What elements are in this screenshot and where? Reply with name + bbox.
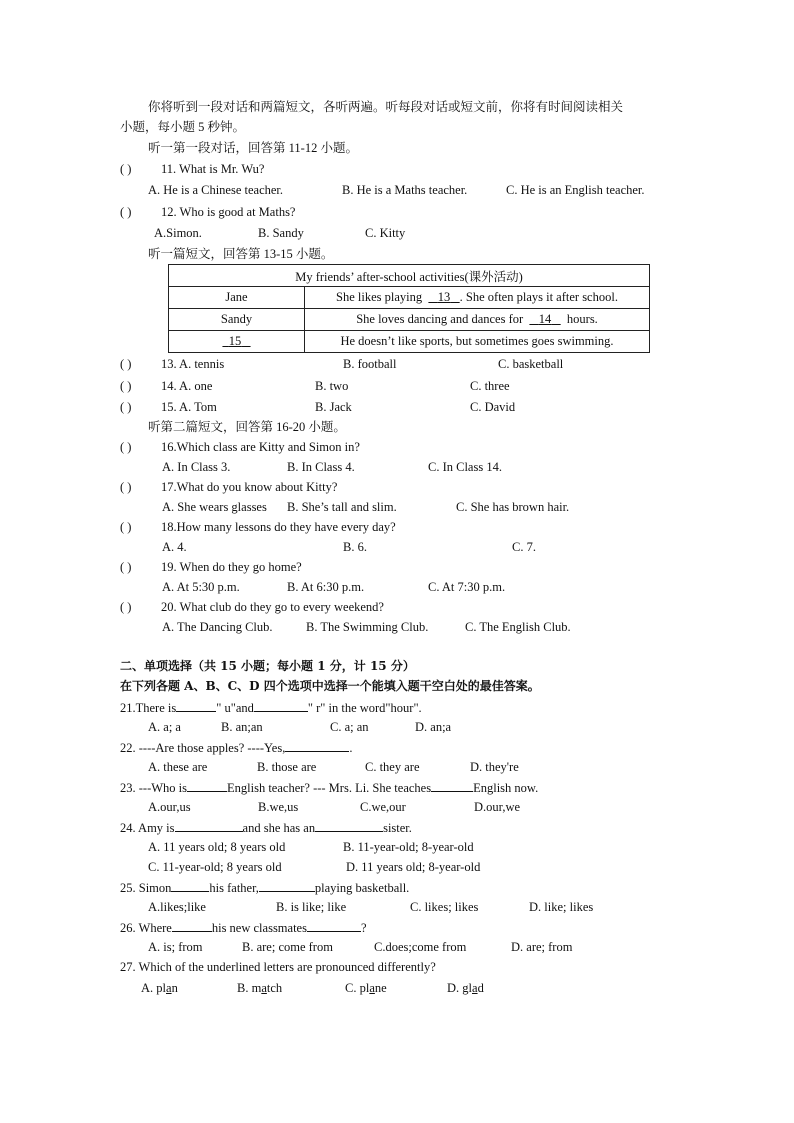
q21-option-d: D. an;a [415,720,452,734]
row2-text-b: hours. [566,312,598,326]
section-dialogue-heading: 听一第一段对话，回答第 11-12 小题。 [148,141,358,155]
q25-option-c: C. likes; likes [410,900,479,914]
answer-blank [175,819,243,832]
q12-stem: 12. Who is good at Maths? [161,205,296,219]
q19-paren: ( ) [120,560,132,574]
q23-option-b: B.we,us [258,800,299,814]
q14-option-c: C. three [470,379,510,393]
table-cell-activity [305,287,650,309]
intro-line1: 你将听到一段对话和两篇短文，各听两遍。听每段对话或短文前，你将有时间阅读相关 [148,100,624,114]
q26-option-a: A. is; from [148,940,203,954]
answer-blank [171,879,209,892]
q16-option-a: A. In Class 3. [162,460,231,474]
q26-option-b: B. are; come from [242,940,333,954]
table-cell-activity: He doesn’t like sports, but sometimes goes swimming. [305,331,650,353]
q14-paren: ( ) [120,379,132,393]
q16-option-c: C. In Class 14. [428,460,502,474]
table-cell-name: Sandy [169,309,305,331]
q11-option-b: B. He is a Maths teacher. [342,183,468,197]
answer-blank [187,779,227,792]
q22-option-b: B. those are [257,760,317,774]
q12-option-b: B. Sandy [258,226,304,240]
q15-option-a: 15. A. Tom [161,400,217,414]
q13-option-a: 13. A. tennis [161,357,225,371]
q20-option-a: A. The Dancing Club. [162,620,273,634]
q18-paren: ( ) [120,520,132,534]
answer-blank [172,919,212,932]
q12-paren: ( ) [120,205,132,219]
q18-option-b: B. 6. [343,540,367,554]
q26-stem: 26. Where his new classmates ? [120,921,367,935]
q11-option-a: A. He is a Chinese teacher. [148,183,284,197]
blank-13: 13 [437,290,451,304]
answer-blank [307,919,361,932]
q21-option-b: B. an;an [221,720,263,734]
q25-option-a: A.likes;like [148,900,206,914]
q18-option-c: C. 7. [512,540,536,554]
q16-stem: 16.Which class are Kitty and Simon in? [161,440,360,454]
table-cell-activity [305,309,650,331]
q20-option-c: C. The English Club. [465,620,571,634]
q19-stem: 19. When do they go home? [161,560,302,574]
section-passage1-heading: 听一篇短文，回答第 13-15 小题。 [148,247,334,261]
q17-paren: ( ) [120,480,132,494]
q22-stem: 22. ----Are those apples? ----Yes, . [120,741,353,755]
q14-option-b: B. two [315,379,349,393]
q23-option-c: C.we,our [360,800,406,814]
q27-stem: 27. Which of the underlined letters are pronounced differently? [120,960,436,974]
blank-15: 15 [228,334,242,348]
answer-blank [431,779,473,792]
q23-option-a: A.our,us [148,800,191,814]
q14-option-a: 14. A. one [161,379,213,393]
q22-option-a: A. these are [148,760,208,774]
q11-stem: 11. What is Mr. Wu? [161,162,265,176]
q15-paren: ( ) [120,400,132,414]
q19-option-b: B. At 6:30 p.m. [287,580,365,594]
q15-option-c: C. David [470,400,516,414]
q20-option-b: B. The Swimming Club. [306,620,429,634]
q16-option-b: B. In Class 4. [287,460,355,474]
q21-stem: 21.There is " u"and " r" in the word"hour". [120,701,422,715]
q27-option-d: D. glad [447,981,484,995]
q17-option-b: B. She’s tall and slim. [287,500,397,514]
q21-option-c: C. a; an [330,720,369,734]
part2-heading: 二、单项选择（共 15 小题；每小题 1 分，计 15 分） [120,659,415,673]
table-cell-name: Jane [169,287,305,309]
q12-option-a: A.Simon. [154,226,202,240]
part2-instruction: 在下列各题 A、B、C、D 四个选项中选择一个能填入题干空白处的最佳答案。 [120,679,540,693]
q13-option-b: B. football [343,357,397,371]
table-title: My friends’ after-school activities(课外活动) [169,265,650,287]
q16-paren: ( ) [120,440,132,454]
section-passage2-heading: 听第二篇短文，回答第 16-20 小题。 [148,420,346,434]
answer-blank [315,819,383,832]
q22-option-c: C. they are [365,760,420,774]
q13-option-c: C. basketball [498,357,564,371]
row2-text-a: She loves dancing and dances for [356,312,524,326]
q24-option-c: C. 11-year-old; 8 years old [148,860,282,874]
q27-option-a: A. plan [141,981,178,995]
q24-option-a: A. 11 years old; 8 years old [148,840,286,854]
q25-option-b: B. is like; like [276,900,347,914]
q26-option-d: D. are; from [511,940,573,954]
q25-stem: 25. Simon his father, playing basketball. [120,881,410,895]
table-row [169,309,650,331]
activities-table [168,264,650,353]
q20-paren: ( ) [120,600,132,614]
q23-stem: 23. ---Who is English teacher? --- Mrs. Li. She teaches English now. [120,781,539,795]
answer-blank [259,879,315,892]
q18-stem: 18.How many lessons do they have every day? [161,520,396,534]
q24-stem: 24. Amy is and she has an sister. [120,821,412,835]
q22-option-d: D. they're [470,760,519,774]
row1-text-a: She likes playing [336,290,423,304]
q24-option-d: D. 11 years old; 8-year-old [346,860,481,874]
q17-option-a: A. She wears glasses [162,500,267,514]
q25-option-d: D. like; likes [529,900,594,914]
q13-paren: ( ) [120,357,132,371]
table-row [169,287,650,309]
q21-option-a: A. a; a [148,720,181,734]
q17-option-c: C. She has brown hair. [456,500,570,514]
q27-option-b: B. match [237,981,283,995]
q17-stem: 17.What do you know about Kitty? [161,480,338,494]
blank-14: 14 [538,312,552,326]
answer-blank [176,699,216,712]
table-cell-name [169,331,305,353]
q24-option-b: B. 11-year-old; 8-year-old [343,840,474,854]
q19-option-c: C. At 7:30 p.m. [428,580,506,594]
table-row [169,331,650,353]
intro-line2: 小题，每小题 5 秒钟。 [120,120,246,134]
q26-option-c: C.does;come from [374,940,467,954]
q19-option-a: A. At 5:30 p.m. [162,580,240,594]
q12-option-c: C. Kitty [365,226,406,240]
answer-blank [285,739,349,752]
q20-stem: 20. What club do they go to every weekend? [161,600,384,614]
answer-blank [254,699,308,712]
row1-text-b: . She often plays it after school. [459,290,618,304]
q15-option-b: B. Jack [315,400,352,414]
q11-option-c: C. He is an English teacher. [506,183,645,197]
q11-paren: ( ) [120,162,132,176]
q18-option-a: A. 4. [162,540,187,554]
q27-option-c: C. plane [345,981,387,995]
q23-option-d: D.our,we [474,800,521,814]
